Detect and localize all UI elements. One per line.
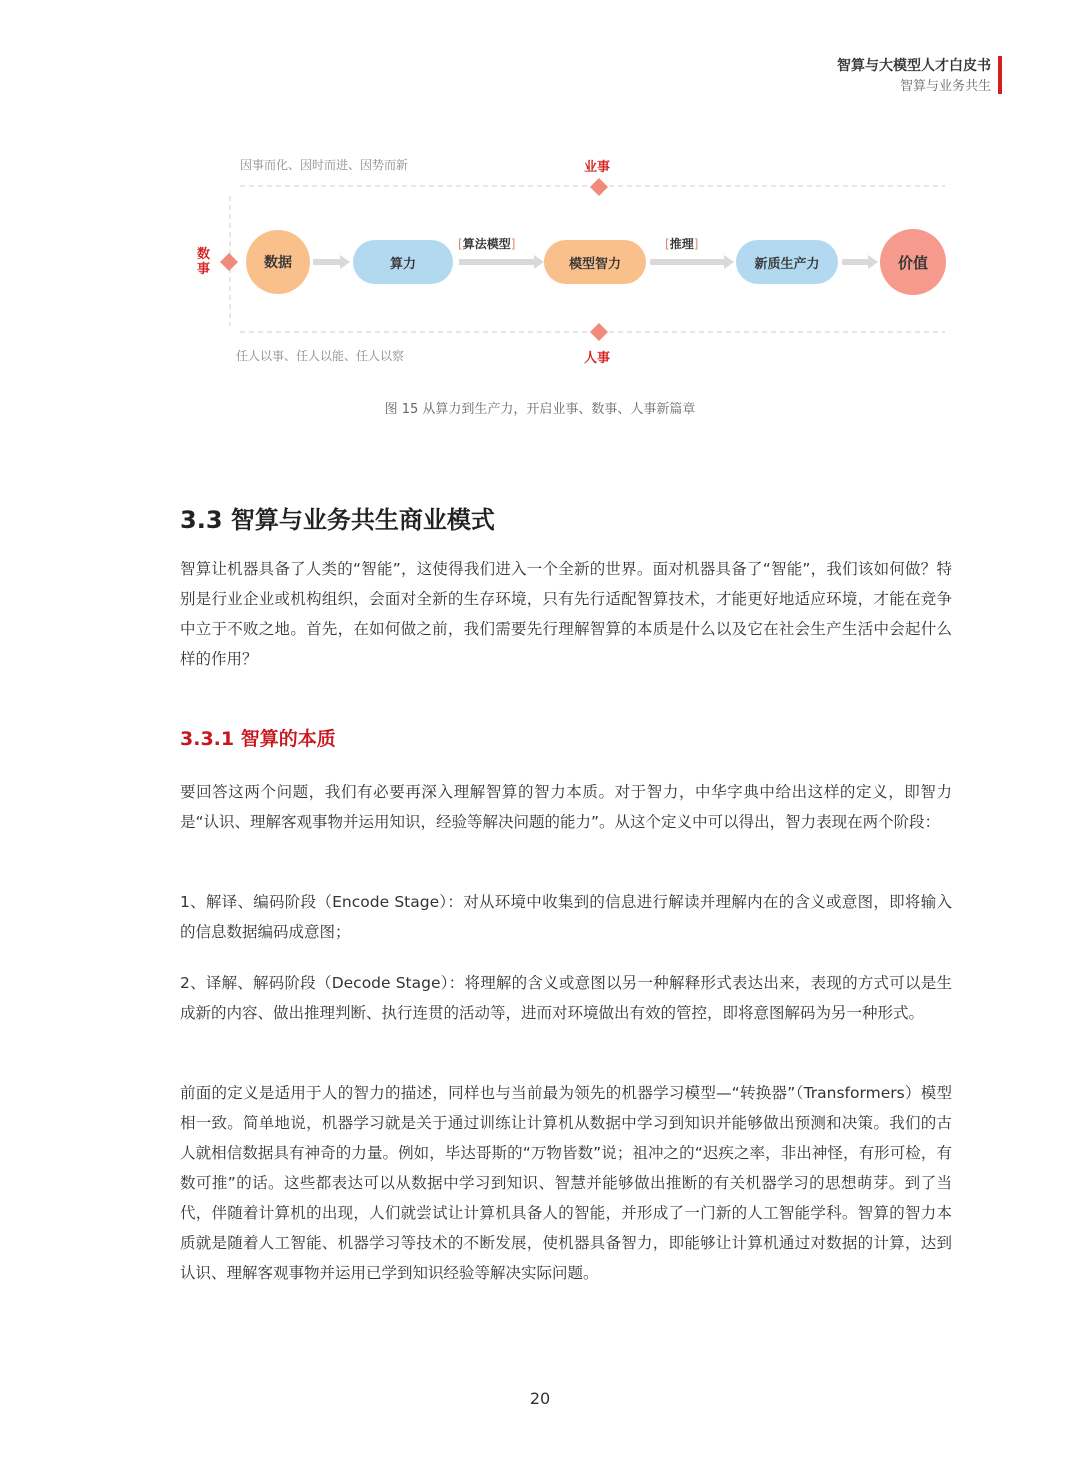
edge-label-algorithm-text: 算法模型 — [462, 237, 511, 251]
bottom-label: 人事 — [584, 351, 611, 366]
bottom-description: 任人以事、任人以能、任人以察 — [236, 349, 405, 363]
top-label: 业事 — [584, 160, 611, 175]
running-header — [837, 56, 991, 97]
header-accent-bar — [998, 56, 1002, 94]
bottom-diamond — [590, 323, 608, 341]
figure-diagram — [180, 140, 960, 390]
arrow-4 — [842, 255, 878, 269]
node-value: 价值 — [880, 229, 946, 295]
edge-label-inference-text: 推理 — [669, 237, 694, 251]
paragraph-4: 前面的定义是适用于人的智力的描述，同样也与当前最为领先的机器学习模型—“转换器”（Transformers）模型相一致。简单地说，机器学习就是关于通过训练让计算机从数据中学习到知识并能够做出预测和决策。我们的古人就相信数据具有神奇的力量。例如，毕达哥斯的“万物皆数”说；祖冲之的“迟疾之率，非出神怪，有形可检，有数可推”的话。这些都表达可以从数据中学习到知识、智慧并能够做出推断的有关机器学习的思想萌芽。到了当代，伴随着计算机的出现，人们就尝试让计算机具备人的智能，并形成了一门新的人工智能学科。智算的智力本质就是随着人工智能、机器学习等技术的不断发展，使机器具备智力，即能够让计算机通过对数据的计算，达到认识、理解客观事物并运用已学到知识经验等解决实际问题。 — [180, 1084, 952, 1282]
top-description: 因事而化、因时而进、因势而新 — [240, 158, 409, 172]
subsection-title: 3.3.1 智算的本质 — [180, 728, 336, 750]
node-compute: 算力 — [353, 240, 453, 284]
edge-label-algorithm — [458, 235, 515, 252]
header-subtitle: 智算与业务共生 — [899, 79, 991, 94]
page-number: 20 — [529, 1389, 551, 1408]
bracket-close: ] — [510, 237, 516, 251]
node-new-productivity: 新质生产力 — [736, 240, 838, 284]
paragraph-2: 1、解译、编码阶段（Encode Stage）：对从环境中收集到的信息进行解读并理解内在的含义或意图，即将输入的信息数据编码成意图； — [180, 893, 952, 941]
arrow-1 — [313, 255, 350, 269]
bracket-open: [ — [665, 237, 670, 251]
arrow-3 — [650, 255, 734, 269]
header-title: 智算与大模型人才白皮书 — [837, 58, 991, 74]
bracket-open: [ — [458, 237, 463, 251]
node-model-intelligence: 模型智力 — [544, 240, 646, 284]
section-title: 3.3 智算与业务共生商业模式 — [180, 506, 495, 534]
bracket-close: ] — [693, 237, 699, 251]
top-diamond — [590, 178, 608, 196]
node-data: 数据 — [246, 230, 310, 294]
section-intro: 智算让机器具备了人类的“智能”，这使得我们进入一个全新的世界。面对机器具备了“智能”，我们该如何做？特别是行业企业或机构组织，会面对全新的生存环境，只有先行适配智算技术，才能更好地适应环境，才能在竞争中立于不败之地。首先，在如何做之前，我们需要先行理解智算的本质是什么以及它在社会生产生活中会起什么样的作用？ — [180, 560, 952, 668]
left-diamond — [220, 253, 238, 271]
figure-caption: 图 15 从算力到生产力，开启业事、数事、人事新篇章 — [384, 402, 696, 417]
paragraph-1: 要回答这两个问题，我们有必要再深入理解智算的智力本质。对于智力，中华字典中给出这样的定义，即智力是“认识、理解客观事物并运用知识，经验等解决问题的能力”。从这个定义中可以得出，智力表现在两个阶段： — [180, 783, 952, 831]
edge-label-inference — [665, 235, 698, 252]
paragraph-3: 2、译解、解码阶段（Decode Stage）：将理解的含义或意图以另一种解释形式表达出来，表现的方式可以是生成新的内容、做出推理判断、执行连贯的活动等，进而对环境做出有效的管控，即将意图解码为另一种形式。 — [180, 974, 952, 1022]
arrow-2 — [459, 255, 544, 269]
left-label: 数事 — [197, 247, 211, 277]
